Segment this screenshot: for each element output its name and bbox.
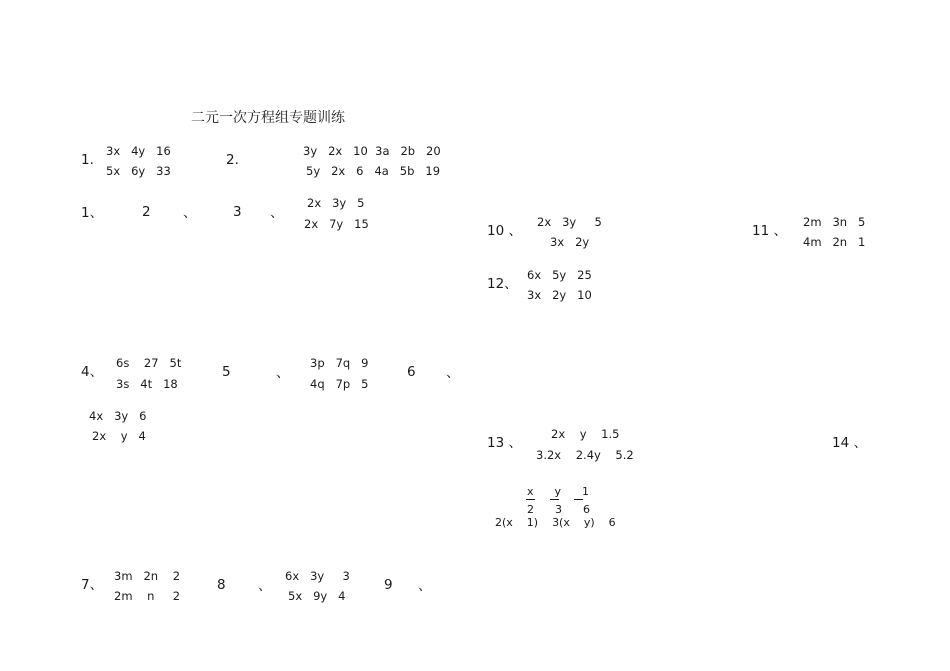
equation-line: 2x y 4 (92, 429, 146, 443)
equation-line: 3x 2y (550, 235, 590, 249)
problem-number-1b: 1、 (81, 205, 104, 221)
equation-line: 3s 4t 18 (116, 377, 178, 391)
fraction-bar (526, 499, 535, 500)
equation-line: 3x 4y 16 (106, 144, 171, 158)
problem-number-12: 12、 (487, 276, 518, 292)
fraction-bar (574, 499, 583, 500)
worksheet-title: 二元一次方程组专题训练 (191, 110, 345, 126)
equation-line: 3p 7q 9 (310, 356, 369, 370)
equation-line: 6x 5y 25 (527, 268, 592, 282)
equation-line: 2x 3y 5 (537, 215, 602, 229)
equation-line: 2x 3y 5 (307, 196, 365, 210)
problem-number-2: 2. (226, 152, 239, 168)
separator-mark: 、 (446, 365, 460, 381)
equation-line: 3x 2y 10 (527, 288, 592, 302)
equation-line: 5y 2x 6 4a 5b 19 (306, 164, 441, 178)
problem-number-3: 3 (233, 204, 242, 220)
separator-mark: 、 (418, 578, 432, 594)
equation-line: 2m 3n 5 (803, 215, 866, 229)
problem-number-11: 11 、 (752, 223, 787, 239)
equation-line: 2x y 1.5 (551, 427, 620, 441)
problem-number-13: 13 、 (487, 435, 522, 451)
problem-number-4: 4、 (81, 364, 104, 380)
equation-line: 3m 2n 2 (114, 569, 181, 583)
problem-number-14: 14 、 (832, 435, 867, 451)
problem-number-10: 10 、 (487, 223, 522, 239)
problem-number-9: 9 (384, 577, 393, 593)
problem-number-1: 1. (81, 152, 94, 168)
separator-mark: 、 (270, 205, 284, 221)
equation-line: 2m n 2 (114, 589, 181, 603)
equation-line: 2x 7y 15 (304, 217, 369, 231)
equation-line: 3.2x 2.4y 5.2 (536, 448, 634, 462)
equation-line: 6s 27 5t (116, 356, 182, 370)
equation-line: 6x 3y 3 (285, 569, 350, 583)
equation-line: 3y 2x 10 3a 2b 20 (303, 144, 441, 158)
problem-number-8: 8 (217, 577, 226, 593)
problem-number-6: 6 (407, 364, 416, 380)
separator-mark: 、 (183, 205, 197, 221)
equation-line: 5x 9y 4 (288, 589, 346, 603)
fraction-bar (550, 499, 559, 500)
equation-line: 4m 2n 1 (803, 235, 866, 249)
equation-line: 5x 6y 33 (106, 164, 171, 178)
equation-line: 2(x 1) 3(x y) 6 (495, 516, 616, 529)
problem-number-7: 7、 (81, 577, 104, 593)
separator-mark: 、 (258, 578, 272, 594)
problem-number-2b: 2 (142, 204, 151, 220)
fraction-numerators: x y 1 (527, 485, 589, 498)
separator-mark: 、 (276, 365, 290, 381)
fraction-denominators: 2 3 6 (527, 503, 590, 516)
problem-number-5: 5 (222, 364, 231, 380)
equation-line: 4q 7p 5 (310, 377, 369, 391)
equation-line: 4x 3y 6 (89, 409, 147, 423)
